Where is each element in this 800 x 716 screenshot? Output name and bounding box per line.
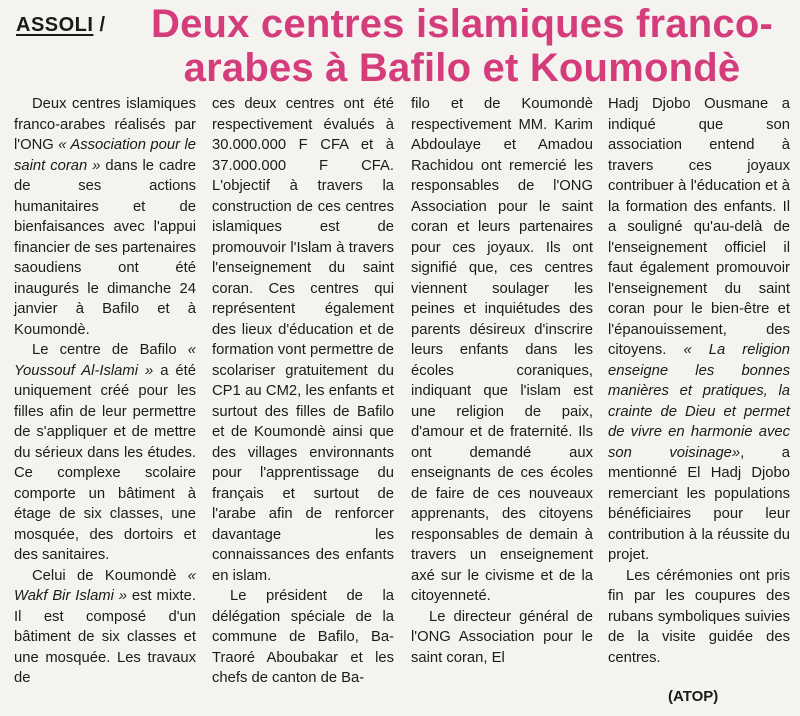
paragraph: Le directeur général de l'ONG Association pour le saint coran, El [411,608,593,666]
article-header [0,0,800,92]
column-1 [14,94,196,689]
text-run: Hadj Djobo Ousmane a indiqué que son association entend à travers ces joyaux contribuer à l'éducation et à la formation des enfants. Il a souligné qu'au-delà de l'enseignement officiel il faut également promouvoir l'enseignement du saint coran pour le bien-être et l'épanouissement, des citoyens. [608,96,790,358]
paragraph [608,94,790,566]
italic-run: « La religion enseigne les bonnes manières et pratiques, la crainte de Dieu et permet de vivre en harmonie avec son voisinage» [608,342,790,461]
column-3 [411,94,593,668]
headline [128,2,796,90]
paragraph: Le président de la délégation spéciale de la commune de Bafilo, Ba-Traoré Aboubakar et les chefs de canton de Ba- [212,588,394,686]
article-body [0,94,800,716]
paragraph [14,94,196,340]
signature: (ATOP) [668,688,719,705]
paragraph [14,566,196,689]
text-run: est mixte. Il est composé d'un bâtiment de six classes et une mosquée. Les travaux de [14,588,196,686]
section-slash: / [99,14,106,36]
text-run: , a mentionné El Hadj Djobo remerciant les populations bénéficiaires pour leur contribution à la réussite du projet. [608,444,791,563]
paragraph: ces deux centres ont été respectivement évalués à 30.000.000 F CFA et à 37.000.000 F CFA. L'objectif à travers la construction de ces centres islamiques est de promouvoir l'Islam à travers l'enseignement du saint coran. Ces centres qui représentent également des lieux d'éducation et de formation vont permettre de scolariser gratuitement du CP1 au CM2, les enfants et surtout des filles de Bafilo et de Koumondè ainsi que des villages environnants pour l'apprentissage du français et surtout de l'arabe afin de renforcer davantage les connaissances des enfants en islam. [212,96,394,584]
headline-line-1: Deux centres islamiques franco- [151,2,773,46]
text-run: Deux centres islamiques franco-arabes réalisés par l'ONG [14,96,196,153]
text-run: dans le cadre de ses actions humanitaires et de bienfaisances avec l'appui financier de ses partenaires saoudiens ont été inaugurés le dimanche 24 janvier à Bafilo et à Koumondè. [14,157,196,338]
italic-run: « Wakf Bir Islami » [14,567,196,604]
paragraph [14,340,196,566]
italic-run: « Association pour le saint coran » [14,137,196,174]
italic-run: « Youssouf Al-Islami » [14,342,196,379]
text-run: Celui de Koumondè [32,567,188,584]
section-label [16,14,106,37]
column-4 [608,94,790,668]
column-2 [212,94,394,689]
text-run: a été uniquement créé pour les filles afin de leur permettre de s'appliquer et de mettre du sérieux dans les études. Ce complexe scolaire comporte un bâtiment à étage de six classes, une mosquée, des dortoirs et des sanitaires. [14,362,196,563]
paragraph: filo et de Koumondè respectivement MM. Karim Abdoulaye et Amadou Rachidou ont remercié les responsables de l'ONG Association pour le saint coran et leurs partenaires pour ces joyaux. Ils ont signifié que, ces centres viennent soulager les peines et inquiétudes des parents désireux d'inscrire leurs enfants dans les écoles coraniques, indiquant que l'islam est une religion de paix, d'amour et de fraternité. Ils ont demandé aux enseignants de ces écoles de faire de ces nouveaux apprenants, des citoyens responsables de demain à travers un enseignement axé sur le civisme et de la citoyenneté. [411,96,593,604]
headline-line-2: arabes à Bafilo et Koumondè [183,46,741,90]
paragraph: Les cérémonies ont pris fin par les coupures des rubans symboliques suivies de la visite guidée des centres. [608,567,790,666]
section-name: ASSOLI [16,14,94,36]
text-run: Le centre de Bafilo [32,342,188,358]
